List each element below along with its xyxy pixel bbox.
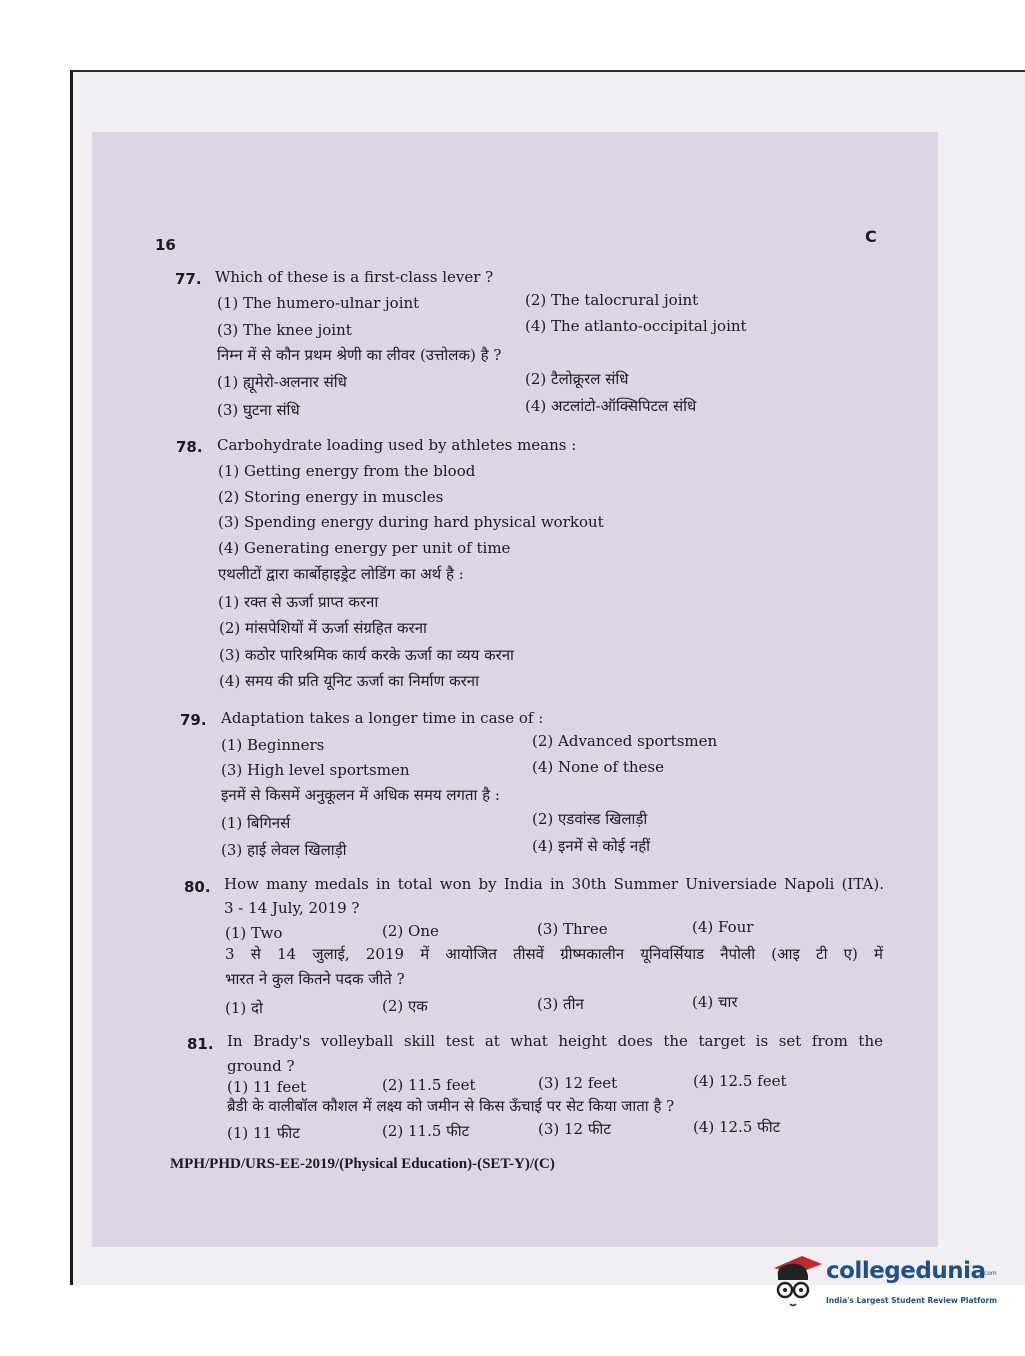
option-hi-1: (1) दो — [225, 999, 263, 1017]
option-hi-4: (4) समय की प्रति यूनिट ऊर्जा का निर्माण करना — [219, 672, 480, 690]
paper-code-footer: MPH/PHD/URS-EE-2019/(Physical Education)-(SET-Y)/(C) — [170, 1156, 555, 1172]
option-en-1: (1) Beginners — [221, 736, 325, 754]
option-en-4: (4) Four — [692, 918, 754, 936]
question-text-hi: एथलीटों द्वारा कार्बोहाइड्रेट लोडिंग का अर्थ है : — [218, 565, 464, 583]
option-hi-4: (4) इनमें से कोई नहीं — [532, 837, 651, 855]
question-text-en-line2: ground ? — [227, 1057, 295, 1075]
option-en-4: (4) The atlanto-occipital joint — [525, 317, 747, 335]
question-text-en: Carbohydrate loading used by athletes means : — [217, 436, 577, 454]
option-hi-1: (1) 11 फीट — [227, 1124, 300, 1142]
option-hi-4: (4) चार — [692, 993, 738, 1011]
question-number: 81. — [187, 1035, 214, 1053]
set-code: C — [865, 227, 877, 246]
option-hi-4: (4) 12.5 फीट — [693, 1118, 781, 1136]
question-text-hi: 3 से 14 जुलाई, 2019 में आयोजित तीसवें ग्रीष्मकालीन यूनिवर्सियाड नैपोली (आइ टी ए) में — [225, 945, 883, 963]
scan-edge-left — [70, 70, 73, 1285]
option-en-1: (1) The humero-ulnar joint — [217, 294, 420, 312]
option-hi-2: (2) मांसपेशियों में ऊर्जा संग्रहित करना — [219, 619, 427, 637]
page-number: 16 — [155, 236, 176, 254]
option-en-3: (3) Three — [537, 920, 608, 938]
question-text-en: How many medals in total won by India in 30th Summer Universiade Napoli (ITA). — [224, 875, 884, 893]
option-en-2: (2) Storing energy in muscles — [218, 488, 444, 506]
brand-tagline: India's Largest Student Review Platform — [826, 1296, 998, 1305]
option-hi-2: (2) 11.5 फीट — [382, 1122, 470, 1140]
option-hi-4: (4) अटलांटो-ऑक्सिपिटल संधि — [525, 397, 697, 415]
option-en-1: (1) Two — [225, 924, 283, 942]
option-en-1: (1) Getting energy from the blood — [218, 462, 476, 480]
question-text-en-line2: 3 - 14 July, 2019 ? — [224, 899, 360, 917]
brand-domain: .com — [982, 1270, 997, 1277]
question-text-hi: ब्रैडी के वालीबॉल कौशल में लक्ष्य को जमीन से किस ऊँचाई पर सेट किया जाता है ? — [227, 1097, 675, 1115]
mascot-icon — [768, 1250, 824, 1320]
brand-name: collegedunia — [826, 1258, 986, 1284]
option-hi-3: (3) घुटना संधि — [217, 401, 300, 419]
question-text-hi: इनमें से किसमें अनुकूलन में अधिक समय लगता है : — [221, 786, 500, 804]
option-hi-2: (2) टैलोक्रूरल संधि — [525, 370, 629, 388]
option-hi-2: (2) एक — [382, 997, 428, 1015]
question-text-en: In Brady's volleyball skill test at what height does the target is set from the — [227, 1032, 883, 1050]
option-en-3: (3) Spending energy during hard physical workout — [218, 513, 604, 531]
option-en-2: (2) Advanced sportsmen — [532, 732, 718, 750]
option-en-1: (1) 11 feet — [227, 1078, 307, 1096]
option-hi-1: (1) रक्त से ऊर्जा प्राप्त करना — [218, 593, 379, 611]
question-number: 79. — [180, 711, 207, 729]
option-en-3: (3) 12 feet — [538, 1074, 618, 1092]
option-hi-2: (2) एडवांस्ड खिलाड़ी — [532, 810, 648, 828]
question-text-en: Adaptation takes a longer time in case of : — [221, 709, 544, 727]
option-hi-1: (1) ह्यूमेरो-अलनार संधि — [217, 373, 347, 391]
option-en-4: (4) Generating energy per unit of time — [218, 539, 511, 557]
scan-edge-top — [70, 70, 1025, 72]
option-en-2: (2) The talocrural joint — [525, 291, 699, 309]
question-text-hi-line2: भारत ने कुल कितने पदक जीते ? — [225, 970, 405, 988]
option-en-4: (4) 12.5 feet — [693, 1072, 787, 1090]
collegedunia-watermark — [768, 1250, 998, 1320]
option-hi-3: (3) तीन — [537, 995, 584, 1013]
option-hi-3: (3) कठोर पारिश्रमिक कार्य करके ऊर्जा का व्यय करना — [219, 646, 514, 664]
question-number: 78. — [176, 438, 203, 456]
option-hi-1: (1) बिगिनर्स — [221, 814, 291, 832]
option-en-3: (3) High level sportsmen — [221, 761, 410, 779]
option-hi-3: (3) 12 फीट — [538, 1120, 611, 1138]
option-hi-3: (3) हाई लेवल खिलाड़ी — [221, 841, 347, 859]
question-number: 77. — [175, 270, 202, 288]
option-en-2: (2) One — [382, 922, 439, 940]
option-en-2: (2) 11.5 feet — [382, 1076, 476, 1094]
question-text-hi: निम्न में से कौन प्रथम श्रेणी का लीवर (उत्तोलक) है ? — [217, 346, 502, 364]
option-en-3: (3) The knee joint — [217, 321, 352, 339]
option-en-4: (4) None of these — [532, 758, 664, 776]
question-number: 80. — [184, 878, 211, 896]
question-text-en: Which of these is a first-class lever ? — [215, 268, 494, 286]
